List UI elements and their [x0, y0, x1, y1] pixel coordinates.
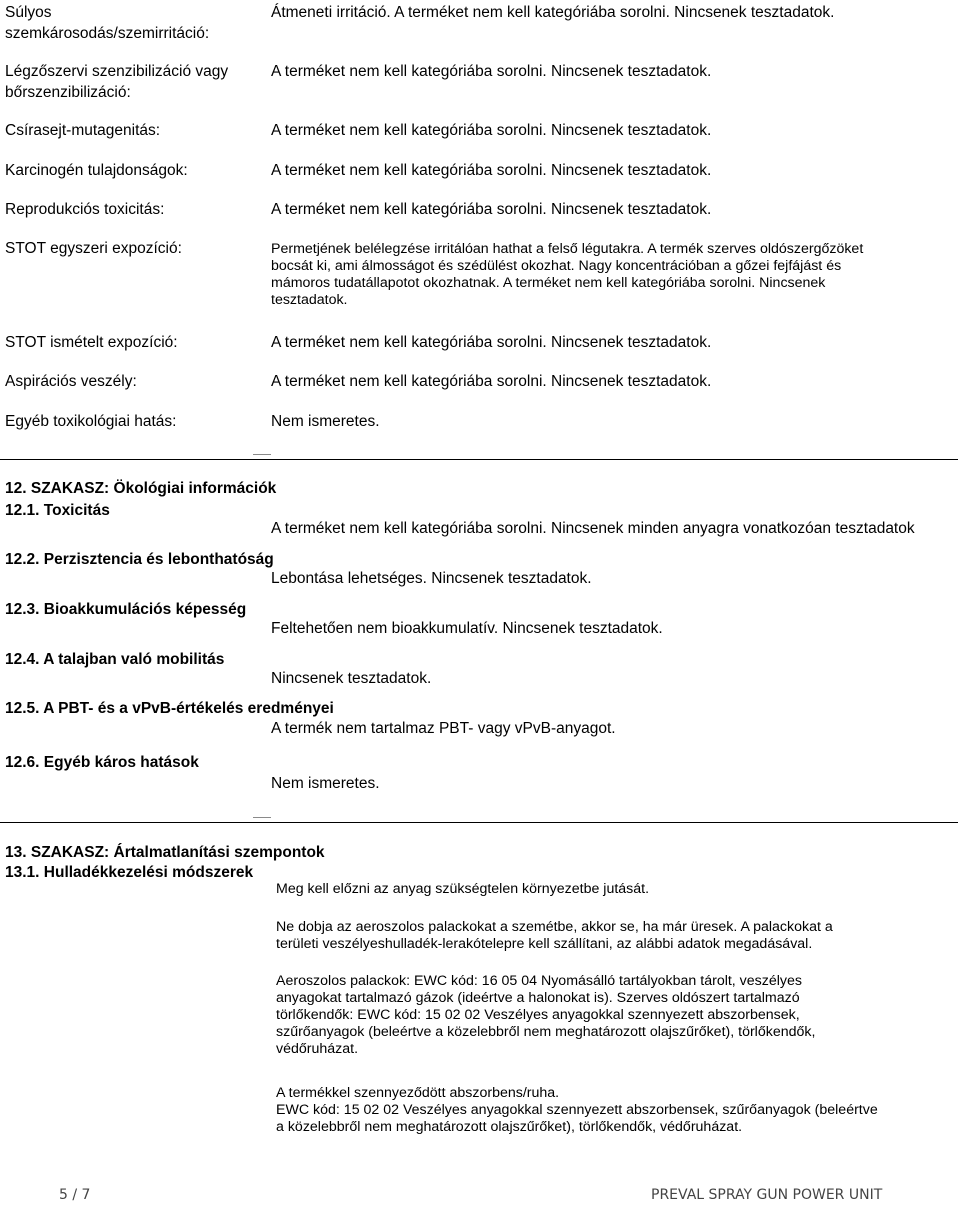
tox-value: Permetjének belélegzése irritálóan hathat a felső légutakra. A termék szerves oldószergőzöket	[271, 241, 864, 257]
subsection-value: A termék nem tartalmaz PBT- vagy vPvB-anyagot.	[271, 720, 616, 737]
disposal-text: anyagokat tartalmazó gázok (ideértve a halonokat is). Szerves oldószert tartalmazó	[276, 990, 800, 1006]
tox-label: bőrszenzibilizáció:	[5, 84, 131, 101]
subsection-title: 12.6. Egyéb káros hatások	[5, 754, 199, 771]
disposal-text: a közelebbről nem meghatározott olajszűrőket), törlőkendők, védőruházat.	[276, 1119, 743, 1135]
disposal-text: Meg kell előzni az anyag szükségtelen környezetbe jutását.	[276, 881, 650, 897]
tox-value: A terméket nem kell kategóriába sorolni. Nincsenek tesztadatok.	[271, 334, 712, 351]
disposal-text: A termékkel szennyeződött abszorbens/ruha.	[276, 1085, 560, 1101]
tox-value: mámoros tudatállapotot okozhatnak. A terméket nem kell kategóriába sorolni. Nincsenek	[271, 275, 826, 291]
tox-label: Egyéb toxikológiai hatás:	[5, 413, 177, 430]
subsection-value: Nincsenek tesztadatok.	[271, 670, 432, 687]
subsection-value: Nem ismeretes.	[271, 775, 380, 792]
tox-value: A terméket nem kell kategóriába sorolni. Nincsenek tesztadatok.	[271, 162, 712, 179]
tox-value: bocsát ki, ami álmosságot és szédülést okozhat. Nagy koncentrációban a gőzei fejfájást és	[271, 258, 842, 274]
tox-label: Karcinogén tulajdonságok:	[5, 162, 188, 179]
subsection-value: Feltehetően nem bioakkumulatív. Nincsenek tesztadatok.	[271, 620, 663, 637]
disposal-text: Aeroszolos palackok: EWC kód: 16 05 04 Nyomásálló tartályokban tárolt, veszélyes	[276, 973, 802, 989]
divider-mark	[253, 454, 271, 455]
section-heading: 12. SZAKASZ: Ökológiai információk	[5, 480, 277, 497]
tox-label: Csírasejt-mutagenitás:	[5, 122, 161, 139]
subsection-title: 12.4. A talajban való mobilitás	[5, 651, 225, 668]
tox-label: STOT ismételt expozíció:	[5, 334, 178, 351]
subsection-value: Lebontása lehetséges. Nincsenek tesztadatok.	[271, 570, 592, 587]
tox-value: A terméket nem kell kategóriába sorolni. Nincsenek tesztadatok.	[271, 201, 712, 218]
tox-label: Légzőszervi szenzibilizáció vagy	[5, 63, 229, 80]
tox-value: Átmeneti irritáció. A terméket nem kell kategóriába sorolni. Nincsenek tesztadatok.	[271, 4, 835, 21]
tox-label: Reprodukciós toxicitás:	[5, 201, 165, 218]
subsection-title: 12.5. A PBT- és a vPvB-értékelés eredményei	[5, 700, 334, 717]
section-divider	[0, 459, 958, 460]
disposal-text: Ne dobja az aeroszolos palackokat a szemétbe, akkor se, ha már üresek. A palackokat a	[276, 919, 833, 935]
page-number: 5 / 7	[59, 1187, 91, 1203]
section-heading: 13. SZAKASZ: Ártalmatlanítási szempontok	[5, 844, 325, 861]
disposal-text: törlőkendők: EWC kód: 15 02 02 Veszélyes anyagokkal szennyezett abszorbensek,	[276, 1007, 800, 1023]
tox-value: A terméket nem kell kategóriába sorolni. Nincsenek tesztadatok.	[271, 122, 712, 139]
disposal-text: területi veszélyeshulladék-lerakótelepre kell szállítani, az alábbi adatok megadásával.	[276, 936, 813, 952]
subsection-title: 12.3. Bioakkumulációs képesség	[5, 601, 247, 618]
divider-mark	[253, 817, 271, 818]
subsection-title: 12.2. Perzisztencia és lebonthatóság	[5, 551, 274, 568]
tox-label: Aspirációs veszély:	[5, 373, 137, 390]
tox-label: szemkárosodás/szemirritáció:	[5, 25, 210, 42]
disposal-text: szűrőanyagok (beleértve a közelebbről nem meghatározott olajszűrőket), törlőkendők,	[276, 1024, 816, 1040]
tox-value: A terméket nem kell kategóriába sorolni. Nincsenek tesztadatok.	[271, 373, 712, 390]
subsection-title: 12.1. Toxicitás	[5, 502, 110, 519]
tox-label: STOT egyszeri expozíció:	[5, 240, 182, 257]
subsection-value: A terméket nem kell kategóriába sorolni. Nincsenek minden anyagra vonatkozóan tesztadatok	[271, 520, 915, 537]
subsection-title: 13.1. Hulladékkezelési módszerek	[5, 864, 254, 881]
tox-value: A terméket nem kell kategóriába sorolni. Nincsenek tesztadatok.	[271, 63, 712, 80]
product-name: PREVAL SPRAY GUN POWER UNIT	[651, 1187, 883, 1203]
tox-value: tesztadatok.	[271, 292, 348, 308]
section-divider	[0, 822, 958, 823]
tox-label: Súlyos	[5, 4, 52, 21]
disposal-text: védőruházat.	[276, 1041, 359, 1057]
tox-value: Nem ismeretes.	[271, 413, 380, 430]
disposal-text: EWC kód: 15 02 02 Veszélyes anyagokkal szennyezett abszorbensek, szűrőanyagok (beleértve	[276, 1102, 878, 1118]
